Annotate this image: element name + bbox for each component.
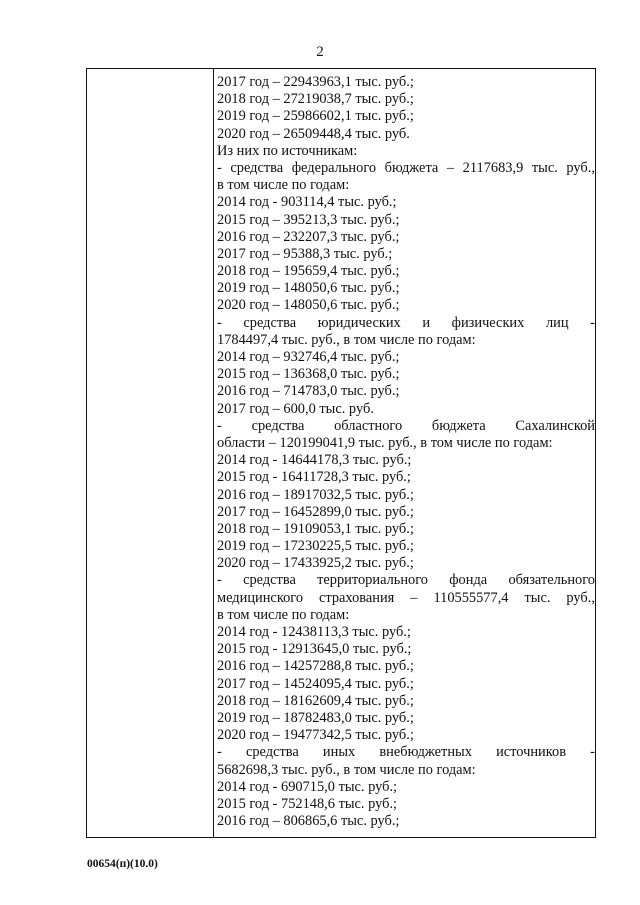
document-table	[86, 68, 596, 838]
text-line: в том числе по годам:	[217, 606, 350, 623]
text-line: области – 120199041,9 тыс. руб., в том числе по годам:	[217, 434, 553, 451]
text-line: 2019 год – 18782483,0 тыс. руб.;	[217, 709, 414, 726]
text-line: 2014 год – 932746,4 тыс. руб.;	[217, 349, 400, 365]
page-number: 2	[316, 44, 324, 60]
text-line: 2015 год – 136368,0 тыс. руб.;	[217, 366, 400, 383]
text-line: 2017 год – 95388,3 тыс. руб.;	[217, 245, 393, 262]
text-line: 2015 год – 395213,3 тыс. руб.;	[217, 211, 400, 228]
text-line: 2015 год - 752148,6 тыс. руб.;	[217, 795, 398, 812]
text-line: 2014 год - 690715,0 тыс. руб.;	[217, 778, 398, 795]
text-line: 2016 год – 232207,3 тыс. руб.;	[217, 228, 400, 245]
text-line: 2016 год – 806865,6 тыс. руб.;	[217, 813, 400, 830]
text-line: 2018 год – 27219038,7 тыс. руб.;	[217, 91, 414, 108]
text-line: 2018 год – 195659,4 тыс. руб.;	[217, 263, 400, 280]
table-right-column	[217, 74, 595, 830]
text-line: 5682698,3 тыс. руб., в том числе по годам:	[217, 761, 476, 778]
text-line: 2014 год - 14644178,3 тыс. руб.;	[217, 452, 412, 469]
text-line: 2018 год – 18162609,4 тыс. руб.;	[217, 692, 414, 709]
text-line: 2020 год – 26509448,4 тыс. руб.	[217, 125, 410, 142]
text-line: медицинского страхования – 110555577,4 тыс. руб.,	[217, 589, 595, 606]
text-line: - средства федерального бюджета – 2117683,9 тыс. руб.,	[217, 159, 595, 176]
text-line: 2016 год – 714783,0 тыс. руб.;	[217, 383, 400, 400]
text-line: 2015 год - 12913645,0 тыс. руб.;	[217, 641, 412, 658]
text-line: 2020 год – 19477342,5 тыс. руб.;	[217, 727, 414, 744]
text-line: 2015 год - 16411728,3 тыс. руб.;	[217, 469, 411, 486]
text-line: 2018 год – 19109053,1 тыс. руб.;	[217, 520, 414, 537]
text-line: 2014 год - 12438113,3 тыс. руб.;	[217, 624, 411, 640]
text-line: Из них по источникам:	[217, 142, 358, 159]
text-line: - средства иных внебюджетных источников -	[217, 744, 595, 761]
text-line: 2014 год - 903114,4 тыс. руб.;	[217, 194, 397, 211]
text-line: 2020 год – 148050,6 тыс. руб.;	[217, 297, 400, 314]
text-line: 2017 год – 14524095,4 тыс. руб.;	[217, 675, 414, 692]
text-line: 1784497,4 тыс. руб., в том числе по годам:	[217, 331, 476, 348]
text-line: 2020 год – 17433925,2 тыс. руб.;	[217, 555, 414, 572]
text-line: 2017 год – 22943963,1 тыс. руб.;	[217, 74, 414, 90]
text-line: 2016 год – 14257288,8 тыс. руб.;	[217, 658, 414, 675]
text-line: 2016 год – 18917032,5 тыс. руб.;	[217, 486, 414, 503]
text-line: - средства областного бюджета Сахалинской	[217, 417, 595, 434]
text-line: 2017 год – 600,0 тыс. руб.	[217, 400, 374, 417]
text-line: 2017 год – 16452899,0 тыс. руб.;	[217, 503, 414, 520]
text-line: 2019 год – 17230225,5 тыс. руб.;	[217, 538, 414, 555]
text-line: - средства юридических и физических лиц -	[217, 314, 595, 331]
text-line: 2019 год – 25986602,1 тыс. руб.;	[217, 108, 414, 125]
table-left-column	[87, 69, 214, 837]
text-line: - средства территориального фонда обязательного	[217, 572, 595, 589]
document-code: 00654(п)(10.0)	[87, 858, 158, 870]
text-line: 2019 год – 148050,6 тыс. руб.;	[217, 280, 400, 297]
text-line: в том числе по годам:	[217, 177, 350, 194]
